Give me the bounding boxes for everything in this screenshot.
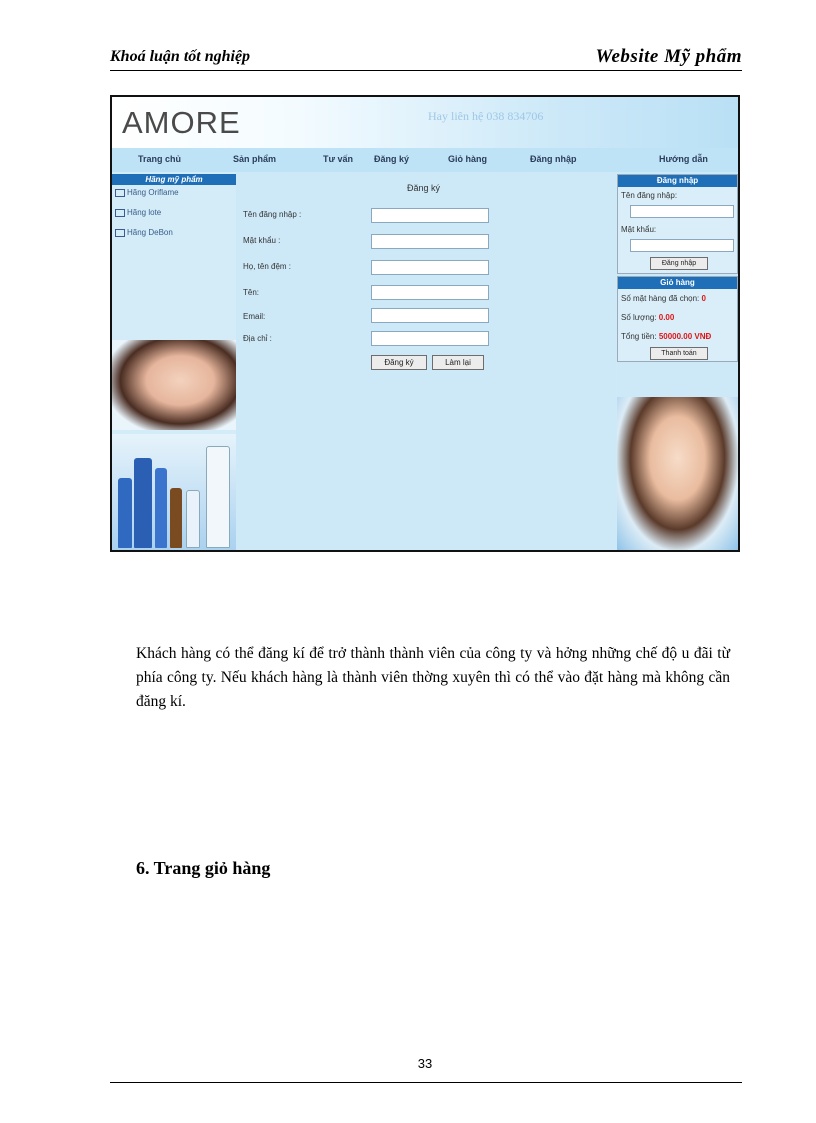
first-name-input[interactable]	[371, 285, 489, 300]
brand-item[interactable]	[115, 188, 179, 197]
login-pass-label: Mật khẩu:	[621, 225, 657, 234]
middle-name-label: Họ, tên đệm :	[243, 262, 292, 271]
page-number: 33	[417, 1056, 433, 1071]
login-pass-input[interactable]	[630, 239, 734, 252]
image-icon	[115, 189, 125, 197]
brand-item[interactable]	[115, 208, 161, 217]
login-title: Đăng nhập	[618, 175, 737, 187]
brand-label: Hãng Oriflame	[127, 188, 179, 197]
product-bottle	[118, 478, 132, 548]
login-user-input[interactable]	[630, 205, 734, 218]
cart-qty-value: 0.00	[658, 313, 675, 322]
body-paragraph: Khách hàng có thể đăng kí để trở thành thành viên của công ty và hởng những chế độ u đãi từ phía công ty. Nếu khách hàng là thành viên thờng xuyên thì có thể vào đặt hàng mà không cần đăng kí.	[136, 645, 730, 710]
site-logo[interactable]: AMORE	[122, 105, 241, 140]
cart-box	[617, 276, 738, 362]
register-button[interactable]: Đăng ký	[371, 355, 427, 370]
address-label: Địa chỉ :	[243, 334, 272, 343]
email-label: Email:	[243, 312, 266, 321]
header-thesis-title: Khoá luận tốt nghiệp	[110, 48, 251, 65]
reset-button[interactable]: Làm lại	[432, 355, 484, 370]
cart-items-row	[621, 294, 706, 303]
website-screenshot	[110, 95, 740, 552]
login-user-label: Tên đăng nhập:	[621, 191, 678, 200]
register-form	[236, 172, 616, 550]
cart-total-row	[621, 332, 711, 341]
smiling-model-photo	[617, 397, 738, 550]
product-bottle	[134, 458, 152, 548]
model-photo	[112, 340, 236, 430]
brands-title: Hãng mỹ phẩm	[112, 174, 236, 185]
username-label: Tên đăng nhập :	[243, 210, 302, 219]
nav-advice[interactable]: Tư vấn	[323, 154, 354, 164]
nav-register[interactable]: Đăng ký	[374, 154, 410, 164]
brand-label: Hãng DeBon	[127, 228, 173, 237]
nav-guide[interactable]: Hướng dẫn	[659, 154, 708, 164]
login-button[interactable]: Đăng nhập	[650, 257, 708, 270]
cart-total-value: 50000.00 VNĐ	[658, 332, 712, 341]
product-bottle	[186, 490, 200, 548]
form-title: Đăng ký	[407, 183, 441, 193]
cart-title: Giỏ hàng	[618, 277, 737, 289]
middle-name-input[interactable]	[371, 260, 489, 275]
product-bottle	[170, 488, 182, 548]
login-box	[617, 174, 738, 274]
cart-total-label: Tổng tiền:	[621, 332, 657, 341]
section-heading: 6. Trang giỏ hàng	[136, 858, 271, 878]
cart-items-value: 0	[701, 294, 706, 303]
address-input[interactable]	[371, 331, 489, 346]
left-sidebar	[112, 172, 236, 550]
first-name-label: Tên:	[243, 288, 260, 297]
header-site-title: Website Mỹ phẩm	[595, 46, 742, 67]
password-label: Mật khẩu :	[243, 236, 281, 245]
brand-item[interactable]	[115, 228, 173, 237]
nav-products[interactable]: Sản phẩm	[233, 154, 277, 164]
email-input[interactable]	[371, 308, 489, 323]
products-photo	[112, 434, 236, 552]
product-bottle	[206, 446, 230, 548]
nav-login[interactable]: Đăng nhập	[530, 154, 577, 164]
product-bottle	[155, 468, 167, 548]
image-icon	[115, 229, 125, 237]
nav-cart[interactable]: Giỏ hàng	[448, 154, 487, 164]
right-sidebar	[617, 172, 738, 550]
nav-home[interactable]: Trang chủ	[138, 154, 182, 164]
page-header	[110, 44, 742, 71]
username-input[interactable]	[371, 208, 489, 223]
cart-items-label: Số mặt hàng đã chọn:	[621, 294, 700, 303]
cart-qty-label: Số lượng:	[621, 313, 657, 322]
site-banner	[112, 97, 738, 148]
main-nav	[112, 148, 738, 172]
password-input[interactable]	[371, 234, 489, 249]
checkout-button[interactable]: Thanh toán	[650, 347, 708, 360]
image-icon	[115, 209, 125, 217]
cart-qty-row	[621, 313, 674, 322]
brand-label: Hãng lote	[127, 208, 162, 217]
footer-rule	[110, 1082, 742, 1083]
hotline-text: Hay liên hệ 038 834706	[428, 109, 544, 123]
